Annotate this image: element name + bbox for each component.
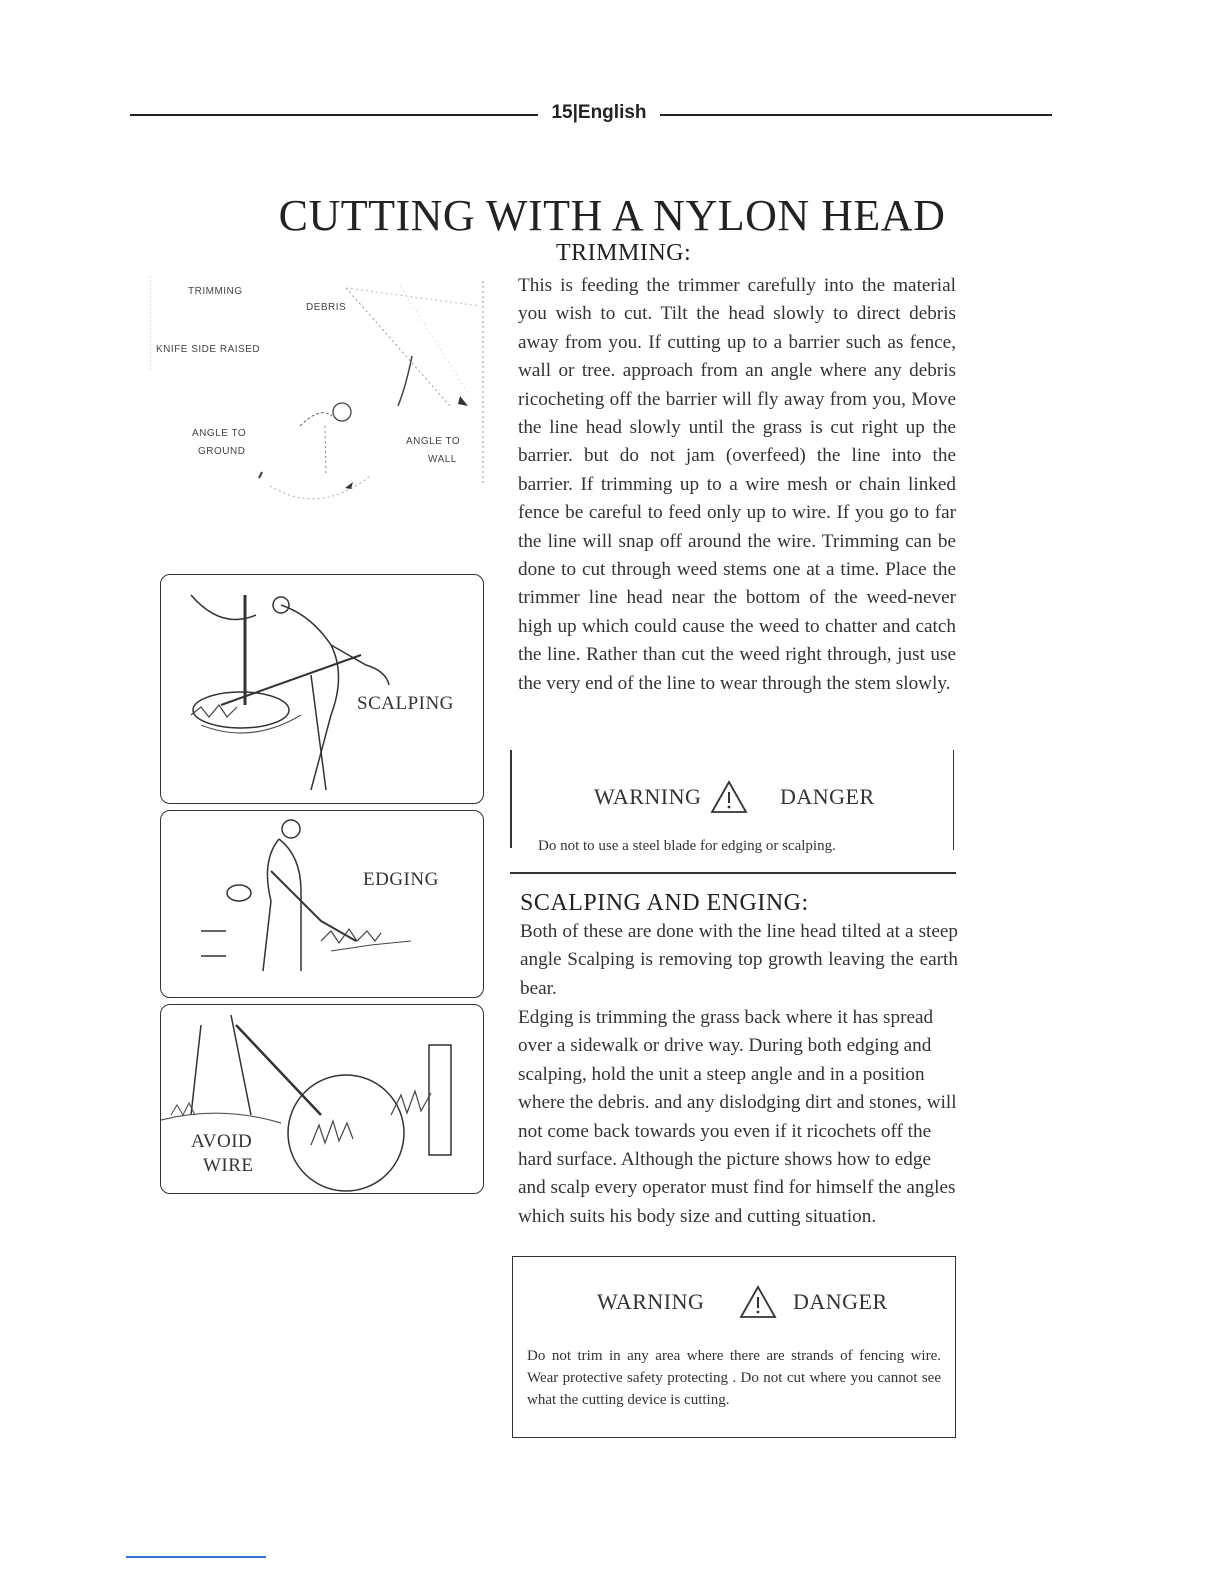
diagram-label-angle-wall-2: WALL bbox=[428, 454, 457, 465]
page-title: CUTTING WITH A NYLON HEAD bbox=[278, 191, 946, 240]
danger-2-label: DANGER bbox=[793, 1289, 888, 1314]
footer-link-rule bbox=[126, 1556, 266, 1558]
danger-1-label: DANGER bbox=[780, 784, 875, 809]
scalping-label: SCALPING bbox=[357, 693, 454, 714]
header-rule-right bbox=[660, 114, 1052, 116]
warning-2-text: Do not trim in any area where there are strands of fencing wire. Wear protective safety protecting . Do not cut where you cannot see what the cutting device is cutting. bbox=[527, 1348, 941, 1408]
warning-1-label: WARNING bbox=[594, 784, 702, 809]
scalping-illustration bbox=[160, 574, 484, 804]
page-number-label: 15|English bbox=[551, 102, 647, 123]
avoid-wire-label-1: AVOID bbox=[191, 1131, 253, 1152]
trimming-diagram bbox=[150, 276, 490, 506]
warning-box-2 bbox=[512, 1256, 956, 1438]
warning-2-label: WARNING bbox=[597, 1289, 705, 1314]
warning-box-1-left-border bbox=[510, 750, 512, 848]
warning-box-1-bottom-border bbox=[510, 872, 956, 874]
scalping-edging-para-2: Edging is trimming the grass back where it has spread over a sidewalk or drive way. During both edging and scalping, hold the unit a steep angle and in a position where the debris. and any dislodging dirt and stones, will not come back towards you even if it ricochets off the hard surface. Although the picture shows how to edge and scalp every operator must find for himself the angles which suits his body size and cutting situation. bbox=[518, 1007, 957, 1227]
warning-box-1-right-border bbox=[953, 750, 955, 850]
warning-triangle-icon bbox=[739, 1285, 777, 1319]
scalping-edging-para-1: Both of these are done with the line head tilted at a steep angle Scalping is removing top growth leaving the earth bear. bbox=[520, 921, 958, 999]
warning-triangle-icon bbox=[710, 780, 748, 814]
trimming-body: This is feeding the trimmer carefully into the material you wish to cut. Tilt the head slowly to direct debris away from you. If cutting up to a barrier such as fence, wall or tree. approach from an angle where any debris ricocheting off the barrier will fly away from you, Move the line head slowly until the grass is cut right up the barrier. but do not jam (overfeed) the line into the barrier. If trimming up to a wire mesh or chain linked fence be careful to feed only up to wire. If you go to far the line will snap off around the wire. Trimming can be done to cut through weed stems one at a time. Place the trimmer line head near the bottom of the weed-never high up which could cause the weed to chatter and catch the line. Rather than cut the weed right through, just use the very end of the line to wear through the stem slowly. bbox=[518, 275, 956, 694]
diagram-label-angle-ground-2: GROUND bbox=[198, 446, 246, 457]
edging-drawing bbox=[161, 811, 483, 997]
header-rule-left bbox=[130, 114, 538, 116]
warning-box-1 bbox=[510, 750, 954, 874]
warning-1-text: Do not to use a steel blade for edging or scalping. bbox=[538, 838, 836, 854]
avoid-wire-label-2: WIRE bbox=[203, 1155, 254, 1176]
scalping-drawing bbox=[161, 575, 483, 803]
diagram-label-trimming: TRIMMING bbox=[188, 286, 243, 297]
diagram-label-angle-ground-1: ANGLE TO bbox=[192, 428, 247, 439]
diagram-label-debris: DEBRIS bbox=[306, 302, 347, 313]
edging-illustration bbox=[160, 810, 484, 998]
diagram-label-angle-wall-1: ANGLE TO bbox=[406, 436, 461, 447]
trimming-heading: TRIMMING: bbox=[556, 240, 692, 266]
scalping-edging-heading: SCALPING AND ENGING: bbox=[520, 890, 809, 916]
diagram-label-knife-side: KNIFE SIDE RAISED bbox=[156, 344, 261, 355]
edging-label: EDGING bbox=[363, 869, 439, 890]
avoid-wire-illustration bbox=[160, 1004, 484, 1194]
